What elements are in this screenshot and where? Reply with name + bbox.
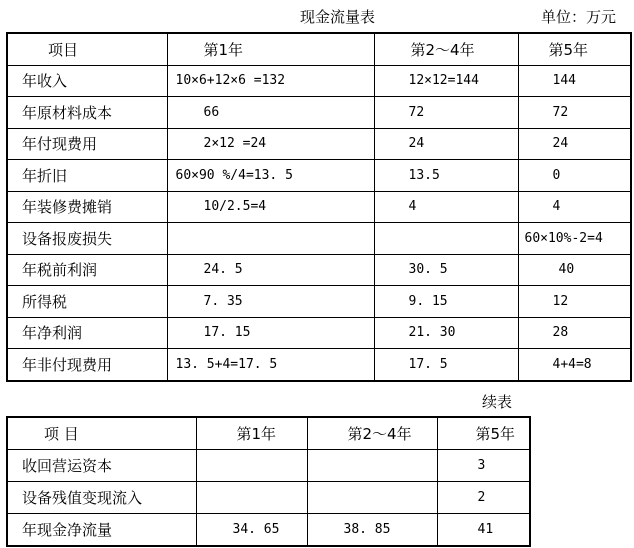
row-label: 年税前利润 [7,254,167,286]
table-cell [196,450,307,482]
table-cell: 12×12=144 [374,65,518,97]
table-row [7,223,631,255]
table-row [7,349,631,381]
table-cell: 2 [437,482,530,514]
column-header: 第5年 [518,33,631,65]
column-header: 第2～4年 [374,33,518,65]
table-row [7,65,631,97]
header-row [7,33,631,65]
table-cell: 13.5 [374,160,518,192]
column-header: 第2～4年 [307,417,437,450]
table-cell: 9. 15 [374,286,518,318]
column-header: 第1年 [196,417,307,450]
table-cell: 4+4=8 [518,349,631,381]
header-row [7,417,530,450]
table-cell: 24 [374,128,518,160]
table-cell: 60×90 %/4=13. 5 [167,160,374,192]
table-cell: 2×12 =24 [167,128,374,160]
table-cell: 144 [518,65,631,97]
table-cell: 12 [518,286,631,318]
table-row [7,514,530,547]
table-cell: 0 [518,160,631,192]
table-cell: 72 [518,97,631,129]
table-cell: 7. 35 [167,286,374,318]
table-cell [307,450,437,482]
unit-label: 单位：万元 [541,8,617,26]
table-cell: 66 [167,97,374,129]
continued-label: 续表 [482,393,513,411]
table-cell: 24. 5 [167,254,374,286]
row-label: 年折旧 [7,160,167,192]
row-label: 设备报废损失 [7,223,167,255]
table-row [7,482,530,514]
table-cell: 13. 5+4=17. 5 [167,349,374,381]
table-row [7,191,631,223]
table-cell: 21. 30 [374,317,518,349]
table-row [7,128,631,160]
table-cell [307,482,437,514]
table-row [7,97,631,129]
column-header: 第1年 [167,33,374,65]
row-label: 所得税 [7,286,167,318]
table-row [7,160,631,192]
table-cell: 17. 5 [374,349,518,381]
table-cell: 17. 15 [167,317,374,349]
table-row [7,317,631,349]
table-cell: 10/2.5=4 [167,191,374,223]
table-cell: 24 [518,128,631,160]
column-header: 第5年 [437,417,530,450]
table-cell [167,223,374,255]
row-label: 年收入 [7,65,167,97]
table-cell: 34. 65 [196,514,307,547]
table-cell: 3 [437,450,530,482]
table-cell: 72 [374,97,518,129]
row-label: 收回营运资本 [7,450,196,482]
table-row [7,450,530,482]
table-cell: 28 [518,317,631,349]
table-cell: 60×10%-2=4 [518,223,631,255]
table-cell: 4 [374,191,518,223]
cash-flow-table [6,32,632,382]
table-row [7,254,631,286]
row-label: 年净利润 [7,317,167,349]
column-header: 项 目 [7,417,196,450]
table-cell [374,223,518,255]
table-title: 现金流量表 [300,8,376,26]
row-label: 年原材料成本 [7,97,167,129]
table-row [7,286,631,318]
row-label: 年付现费用 [7,128,167,160]
column-header: 项目 [7,33,167,65]
row-label: 年非付现费用 [7,349,167,381]
cash-flow-table-continued [6,416,531,547]
table-cell: 10×6+12×6 =132 [167,65,374,97]
row-label: 年现金净流量 [7,514,196,547]
row-label: 设备残值变现流入 [7,482,196,514]
table-cell: 38. 85 [307,514,437,547]
table-cell: 30. 5 [374,254,518,286]
table-cell [196,482,307,514]
row-label: 年装修费摊销 [7,191,167,223]
table-cell: 4 [518,191,631,223]
table-cell: 41 [437,514,530,547]
table-cell: 40 [518,254,631,286]
